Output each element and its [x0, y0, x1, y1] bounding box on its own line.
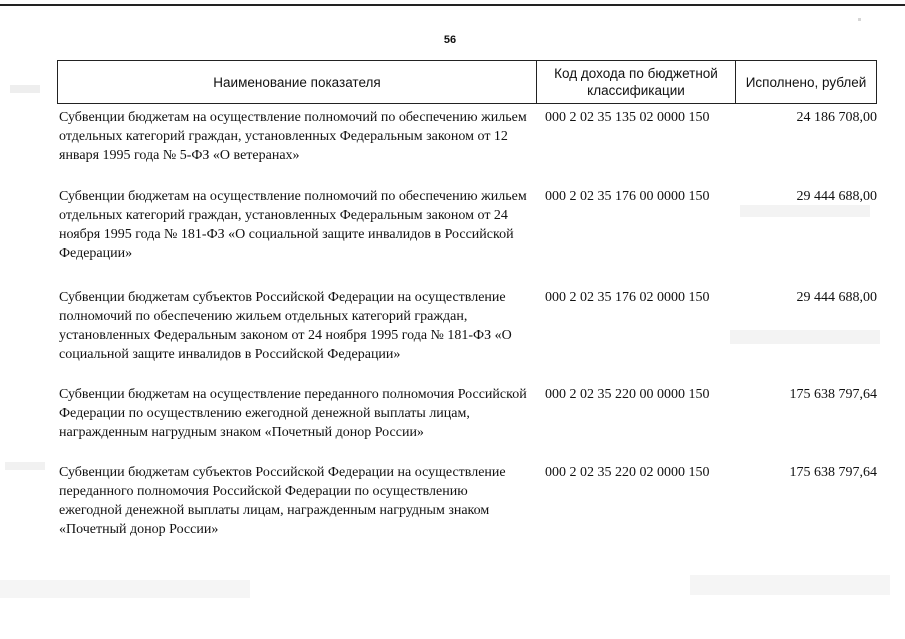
- scan-noise: [0, 580, 250, 598]
- row-amount: 175 638 797,64: [789, 387, 877, 402]
- page-number: 56: [443, 34, 457, 46]
- row-amount: 29 444 688,00: [796, 189, 877, 204]
- row-code: 000 2 02 35 135 02 0000 150: [545, 110, 710, 125]
- column-header-name: Наименование показателя: [58, 61, 537, 103]
- row-code: 000 2 02 35 220 02 0000 150: [545, 465, 710, 480]
- row-amount: 29 444 688,00: [796, 290, 877, 305]
- scan-noise: [740, 205, 870, 217]
- row-amount: 24 186 708,00: [796, 110, 877, 125]
- scan-noise: [858, 18, 861, 21]
- row-code: 000 2 02 35 176 00 0000 150: [545, 189, 710, 204]
- table-header: [57, 60, 877, 104]
- scan-noise: [10, 85, 40, 93]
- scan-noise: [690, 575, 890, 595]
- column-header-amount: Исполнено, рублей: [745, 74, 867, 90]
- scan-noise: [730, 330, 880, 344]
- row-amount: 175 638 797,64: [789, 465, 877, 480]
- column-header-code: Код дохода по бюджетной классификации: [537, 61, 736, 103]
- row-name: Субвенции бюджетам субъектов Российской Федерации на осуществление переданного полномочия Российской Федерации по осуществлению ежегодной денежной выплаты лицам, награжденным нагрудным знаком «Почетный донор России»: [59, 465, 506, 537]
- top-border-line: [0, 4, 905, 6]
- row-name: Субвенции бюджетам субъектов Российской Федерации на осуществление полномочий по обеспечению жильем отдельных категорий граждан, установленных Федеральным законом от 24 ноября 1995 года № 181-ФЗ «О социальной защите инвалидов в Российской Федерации»: [59, 290, 512, 362]
- row-name: Субвенции бюджетам на осуществление полномочий по обеспечению жильем отдельных категорий граждан, установленных Федеральным законом от 24 ноября 1995 года № 181-ФЗ «О социальной защите инвалидов в Российской Федерации»: [59, 189, 527, 261]
- row-code: 000 2 02 35 220 00 0000 150: [545, 387, 710, 402]
- row-name: Субвенции бюджетам на осуществление переданного полномочия Российской Федерации по осуществлению ежегодной денежной выплаты лицам, награжденным нагрудным знаком «Почетный донор России»: [59, 387, 527, 440]
- scan-noise: [5, 462, 45, 470]
- row-code: 000 2 02 35 176 02 0000 150: [545, 290, 710, 305]
- row-name: Субвенции бюджетам на осуществление полномочий по обеспечению жильем отдельных категорий граждан, установленных Федеральным законом от 12 января 1995 года № 5-ФЗ «О ветеранах»: [59, 110, 527, 163]
